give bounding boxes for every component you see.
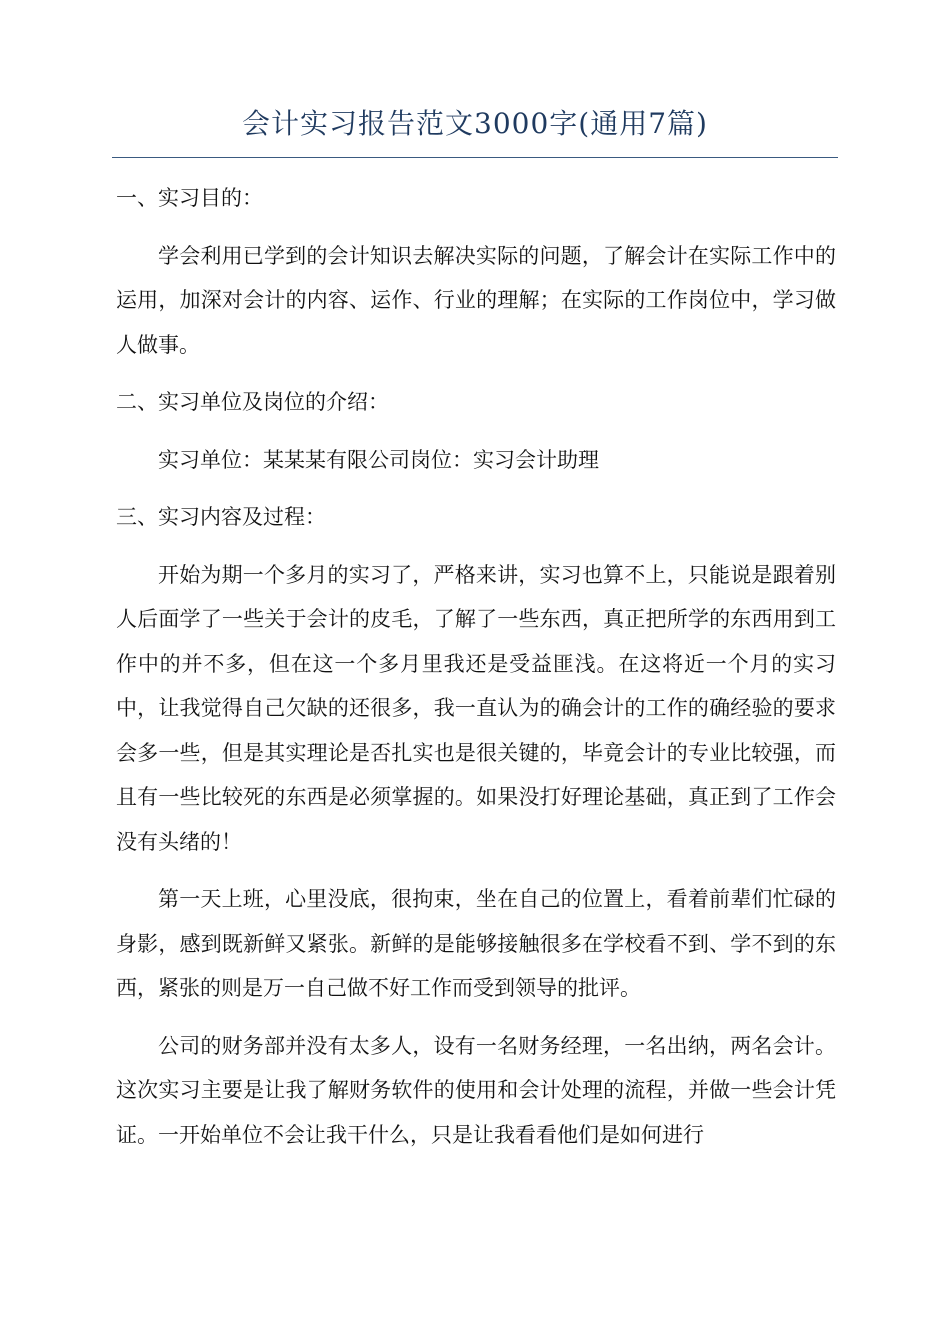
paragraph-content-3: 公司的财务部并没有太多人，设有一名财务经理，一名出纳，两名会计。这次实习主要是让我了解财务软件的使用和会计处理的流程，并做一些会计凭证。一开始单位不会让我干什么，只是让我看看他们是如何进行 [116,1033,836,1147]
section-heading-unit: 二、实习单位及岗位的介绍： [116,390,389,414]
paragraph-purpose: 学会利用已学到的会计知识去解决实际的问题，了解会计在实际工作中的运用，加深对会计的内容、运作、行业的理解；在实际的工作岗位中，学习做人做事。 [116,243,836,357]
paragraph-content-1: 开始为期一个多月的实习了，严格来讲，实习也算不上，只能说是跟着别人后面学了一些关于会计的皮毛，了解了一些东西，真正把所学的东西用到工作中的并不多，但在这一个多月里我还是受益匪浅。在这将近一个月的实习中，让我觉得自己欠缺的还很多，我一直认为的确会计的工作的确经验的要求会多一些，但是其实理论是否扎实也是很关键的，毕竟会计的专业比较强，而且有一些比较死的东西是必须掌握的。如果没打好理论基础，真正到了工作会没有头绪的！ [116,562,836,854]
paragraph-content-2: 第一天上班，心里没底，很拘束，坐在自己的位置上，看着前辈们忙碌的身影，感到既新鲜又紧张。新鲜的是能够接触很多在学校看不到、学不到的东西，紧张的则是万一自己做不好工作而受到领导的批评。 [116,887,836,1000]
document-title: 会计实习报告范文3000字(通用7篇) [242,107,708,140]
title-divider [112,157,838,158]
section-heading-content: 三、实习内容及过程： [116,505,326,529]
section-heading-purpose: 一、实习目的： [116,186,263,210]
document-body [116,176,836,1170]
paragraph-unit: 实习单位：某某某有限公司岗位：实习会计助理 [158,447,599,472]
